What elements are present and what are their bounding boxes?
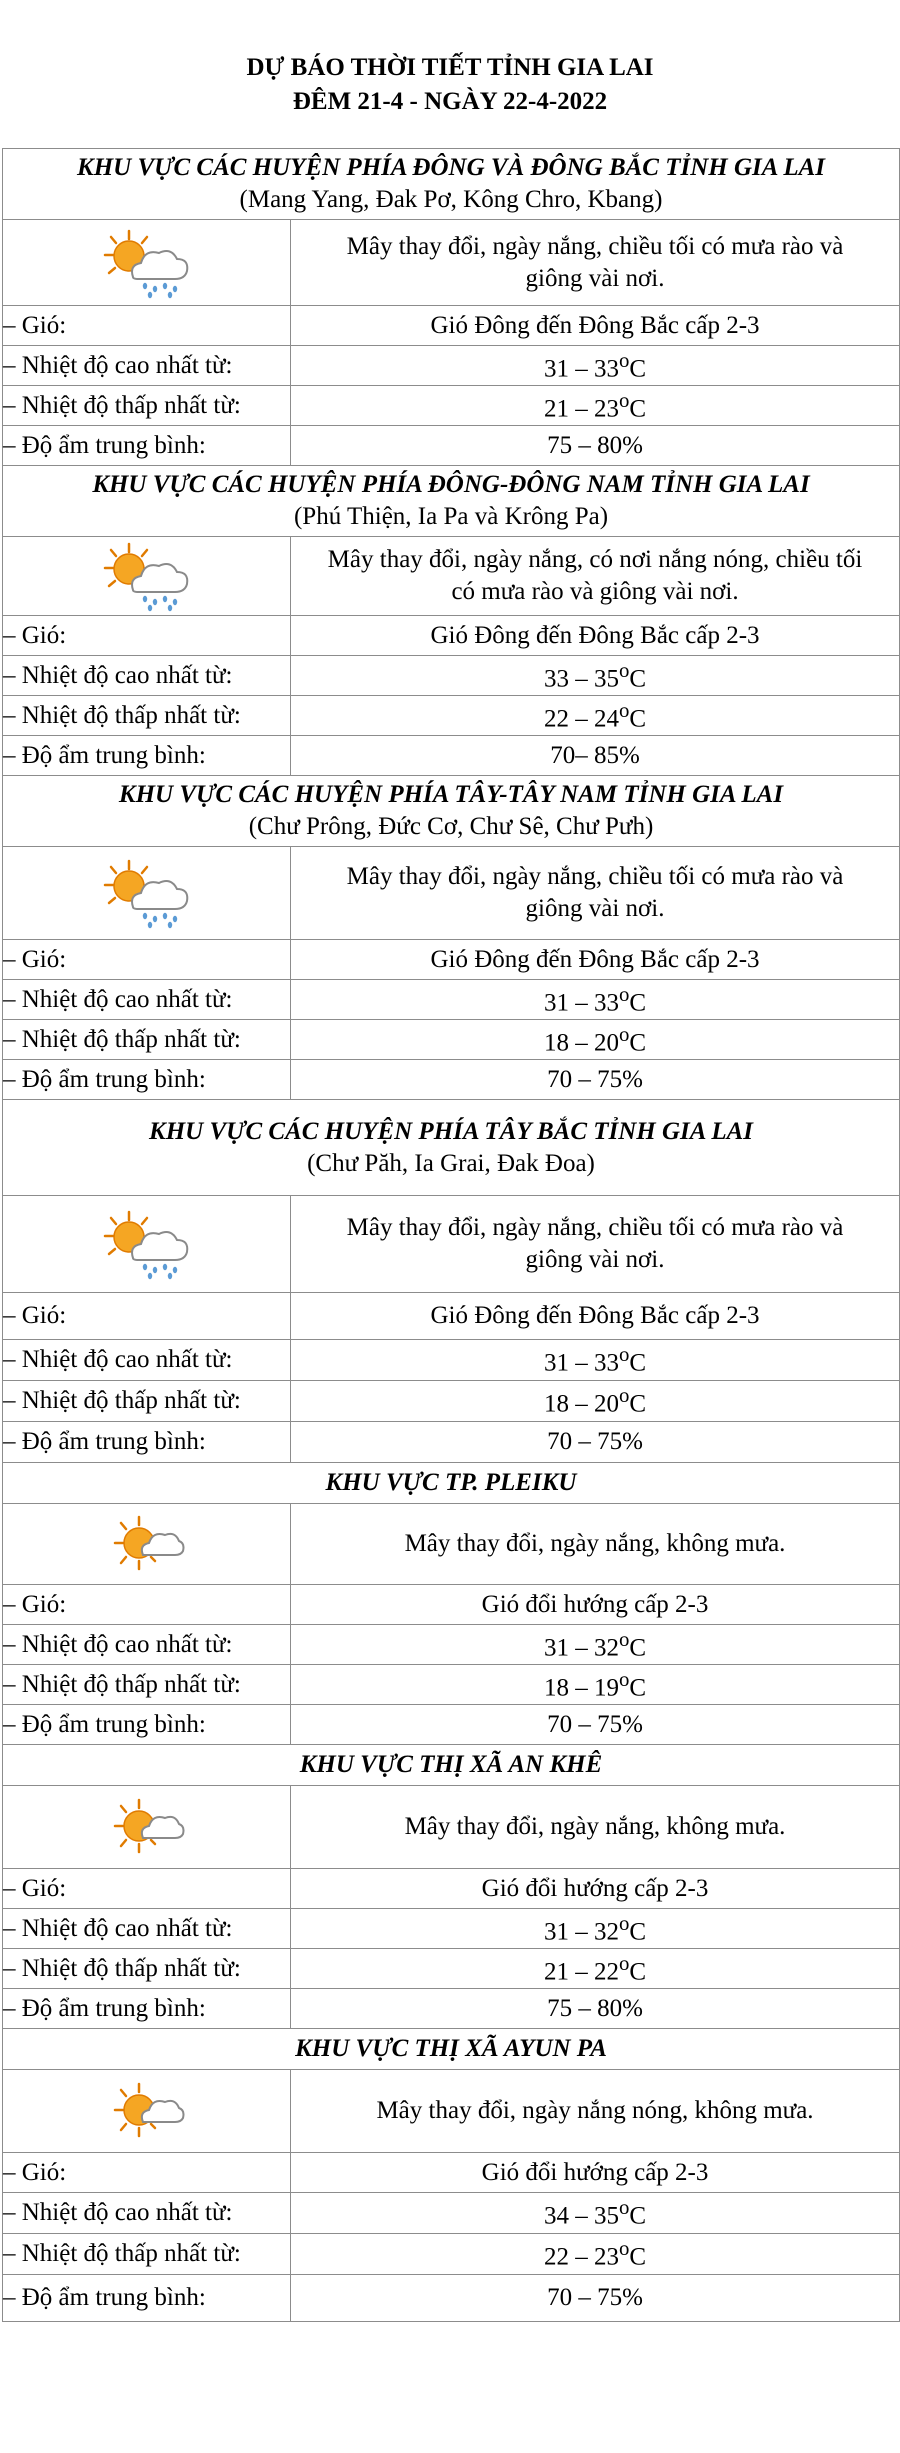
temp-min-value: 18 – 20$^o$C bbox=[291, 1020, 900, 1060]
doc-title: DỰ BÁO THỜI TIẾT TỈNH GIA LAI bbox=[246, 54, 654, 81]
temp-max-label: – Nhiệt độ cao nhất từ: bbox=[3, 980, 291, 1020]
region-weather-row bbox=[3, 220, 900, 306]
temp-min-row bbox=[3, 1020, 900, 1060]
region-weather-row bbox=[3, 2070, 900, 2153]
wind-value: Gió Đông đến Đông Bắc cấp 2-3 bbox=[291, 616, 900, 656]
wind-label: – Gió: bbox=[3, 1585, 291, 1625]
weather-icon-cell bbox=[3, 2070, 291, 2153]
region-header bbox=[3, 466, 900, 537]
wind-row bbox=[3, 1869, 900, 1909]
temp-min-label: – Nhiệt độ thấp nhất từ: bbox=[3, 1949, 291, 1989]
region-header-row bbox=[3, 2029, 900, 2070]
temp-max-label: – Nhiệt độ cao nhất từ: bbox=[3, 346, 291, 386]
wind-row bbox=[3, 1585, 900, 1625]
humidity-row bbox=[3, 2275, 900, 2322]
region-header-row bbox=[3, 776, 900, 847]
region-title: KHU VỰC TP. PLEIKU bbox=[325, 1469, 577, 1496]
region-header bbox=[3, 149, 900, 220]
forecast-table bbox=[2, 148, 900, 2322]
region-weather-row bbox=[3, 1196, 900, 1293]
region-header bbox=[3, 2029, 900, 2070]
region-districts: (Phú Thiện, Ia Pa và Krông Pa) bbox=[293, 503, 609, 530]
temp-min-value: 22 – 23$^o$C bbox=[291, 2234, 900, 2275]
region-header-row bbox=[3, 149, 900, 220]
weather-icon-cell bbox=[3, 1786, 291, 1869]
temp-min-row bbox=[3, 1381, 900, 1422]
weather-description: Mây thay đổi, ngày nắng, có nơi nắng nóng, chiều tối có mưa rào và giông vài nơi. bbox=[291, 537, 900, 616]
sun-cloud-rain-icon bbox=[99, 1208, 195, 1280]
temp-max-row bbox=[3, 980, 900, 1020]
wind-value: Gió đổi hướng cấp 2-3 bbox=[291, 2153, 900, 2193]
temp-min-label: – Nhiệt độ thấp nhất từ: bbox=[3, 1381, 291, 1422]
weather-description: Mây thay đổi, ngày nắng, không mưa. bbox=[291, 1504, 900, 1585]
temp-min-label: – Nhiệt độ thấp nhất từ: bbox=[3, 386, 291, 426]
humidity-value: 75 – 80% bbox=[291, 426, 900, 466]
region-header-row bbox=[3, 1745, 900, 1786]
wind-label: – Gió: bbox=[3, 306, 291, 346]
sun-cloud-icon bbox=[109, 2080, 185, 2142]
humidity-label: – Độ ẩm trung bình: bbox=[3, 1705, 291, 1745]
humidity-label: – Độ ẩm trung bình: bbox=[3, 1989, 291, 2029]
temp-max-label: – Nhiệt độ cao nhất từ: bbox=[3, 656, 291, 696]
humidity-label: – Độ ẩm trung bình: bbox=[3, 2275, 291, 2322]
region-districts: (Chư Prông, Đức Cơ, Chư Sê, Chư Pưh) bbox=[248, 813, 654, 840]
wind-row bbox=[3, 616, 900, 656]
temp-min-value: 18 – 20$^o$C bbox=[291, 1381, 900, 1422]
temp-min-row bbox=[3, 386, 900, 426]
wind-value: Gió Đông đến Đông Bắc cấp 2-3 bbox=[291, 306, 900, 346]
region-header-row bbox=[3, 1100, 900, 1196]
temp-max-row bbox=[3, 1909, 900, 1949]
region-districts: (Mang Yang, Đak Pơ, Kông Chro, Kbang) bbox=[239, 186, 663, 213]
sun-cloud-icon bbox=[109, 1796, 185, 1858]
humidity-row bbox=[3, 1422, 900, 1463]
temp-min-label: – Nhiệt độ thấp nhất từ: bbox=[3, 1665, 291, 1705]
humidity-row bbox=[3, 426, 900, 466]
wind-label: – Gió: bbox=[3, 1869, 291, 1909]
temp-min-row bbox=[3, 1949, 900, 1989]
wind-value: Gió đổi hướng cấp 2-3 bbox=[291, 1585, 900, 1625]
temp-max-label: – Nhiệt độ cao nhất từ: bbox=[3, 2193, 291, 2234]
humidity-row bbox=[3, 1989, 900, 2029]
region-header-row bbox=[3, 466, 900, 537]
humidity-label: – Độ ẩm trung bình: bbox=[3, 1422, 291, 1463]
region-header bbox=[3, 1100, 900, 1196]
wind-row bbox=[3, 306, 900, 346]
temp-max-row bbox=[3, 346, 900, 386]
temp-max-row bbox=[3, 1625, 900, 1665]
weather-description: Mây thay đổi, ngày nắng, chiều tối có mưa rào và giông vài nơi. bbox=[291, 220, 900, 306]
region-weather-row bbox=[3, 1786, 900, 1869]
sun-cloud-rain-icon bbox=[99, 540, 195, 612]
region-weather-row bbox=[3, 847, 900, 940]
humidity-value: 70 – 75% bbox=[291, 1705, 900, 1745]
temp-min-label: – Nhiệt độ thấp nhất từ: bbox=[3, 2234, 291, 2275]
region-title: KHU VỰC CÁC HUYỆN PHÍA ĐÔNG-ĐÔNG NAM TỈNH GIA LAI bbox=[92, 471, 810, 498]
temp-min-label: – Nhiệt độ thấp nhất từ: bbox=[3, 1020, 291, 1060]
region-title: KHU VỰC CÁC HUYỆN PHÍA ĐÔNG VÀ ĐÔNG BẮC TỈNH GIA LAI bbox=[77, 154, 825, 181]
weather-icon-cell bbox=[3, 1504, 291, 1585]
wind-value: Gió Đông đến Đông Bắc cấp 2-3 bbox=[291, 940, 900, 980]
humidity-value: 70 – 75% bbox=[291, 2275, 900, 2322]
region-header bbox=[3, 1463, 900, 1504]
region-title: KHU VỰC CÁC HUYỆN PHÍA TÂY-TÂY NAM TỈNH GIA LAI bbox=[118, 781, 784, 808]
region-weather-row bbox=[3, 1504, 900, 1585]
humidity-label: – Độ ẩm trung bình: bbox=[3, 426, 291, 466]
wind-value: Gió Đông đến Đông Bắc cấp 2-3 bbox=[291, 1293, 900, 1340]
wind-label: – Gió: bbox=[3, 2153, 291, 2193]
wind-label: – Gió: bbox=[3, 940, 291, 980]
temp-max-label: – Nhiệt độ cao nhất từ: bbox=[3, 1909, 291, 1949]
humidity-row bbox=[3, 1705, 900, 1745]
wind-row bbox=[3, 940, 900, 980]
wind-row bbox=[3, 1293, 900, 1340]
temp-min-label: – Nhiệt độ thấp nhất từ: bbox=[3, 696, 291, 736]
region-header bbox=[3, 776, 900, 847]
weather-icon-cell bbox=[3, 847, 291, 940]
humidity-label: – Độ ẩm trung bình: bbox=[3, 736, 291, 776]
humidity-value: 75 – 80% bbox=[291, 1989, 900, 2029]
temp-min-value: 21 – 23$^o$C bbox=[291, 386, 900, 426]
weather-description: Mây thay đổi, ngày nắng, chiều tối có mưa rào và giông vài nơi. bbox=[291, 847, 900, 940]
region-header-row bbox=[3, 1463, 900, 1504]
temp-max-row bbox=[3, 1340, 900, 1381]
temp-min-value: 22 – 24$^o$C bbox=[291, 696, 900, 736]
region-districts: (Chư Păh, Ia Grai, Đak Đoa) bbox=[307, 1149, 595, 1177]
humidity-row bbox=[3, 1060, 900, 1100]
temp-min-row bbox=[3, 1665, 900, 1705]
temp-max-value: 31 – 32$^o$C bbox=[291, 1909, 900, 1949]
region-weather-row bbox=[3, 537, 900, 616]
sun-cloud-icon bbox=[109, 1513, 185, 1575]
region-title: KHU VỰC THỊ XÃ AYUN PA bbox=[295, 2035, 607, 2062]
temp-min-row bbox=[3, 2234, 900, 2275]
temp-min-value: 21 – 22$^o$C bbox=[291, 1949, 900, 1989]
temp-max-value: 34 – 35$^o$C bbox=[291, 2193, 900, 2234]
humidity-row bbox=[3, 736, 900, 776]
temp-min-row bbox=[3, 696, 900, 736]
region-header bbox=[3, 1745, 900, 1786]
region-title: KHU VỰC THỊ XÃ AN KHÊ bbox=[299, 1751, 603, 1778]
doc-date: ĐÊM 21-4 - NGÀY 22-4-2022 bbox=[292, 88, 608, 115]
humidity-label: – Độ ẩm trung bình: bbox=[3, 1060, 291, 1100]
wind-label: – Gió: bbox=[3, 616, 291, 656]
region-title: KHU VỰC CÁC HUYỆN PHÍA TÂY BẮC TỈNH GIA LAI bbox=[149, 1117, 753, 1145]
weather-description: Mây thay đổi, ngày nắng, không mưa. bbox=[291, 1786, 900, 1869]
sun-cloud-rain-icon bbox=[99, 857, 195, 929]
humidity-value: 70 – 75% bbox=[291, 1422, 900, 1463]
weather-icon-cell bbox=[3, 537, 291, 616]
wind-row bbox=[3, 2153, 900, 2193]
weather-icon-cell bbox=[3, 220, 291, 306]
temp-max-row bbox=[3, 656, 900, 696]
temp-max-value: 31 – 32$^o$C bbox=[291, 1625, 900, 1665]
wind-value: Gió đổi hướng cấp 2-3 bbox=[291, 1869, 900, 1909]
temp-max-value: 31 – 33$^o$C bbox=[291, 346, 900, 386]
weather-description: Mây thay đổi, ngày nắng nóng, không mưa. bbox=[291, 2070, 900, 2153]
sun-cloud-rain-icon bbox=[99, 227, 195, 299]
weather-icon-cell bbox=[3, 1196, 291, 1293]
temp-max-label: – Nhiệt độ cao nhất từ: bbox=[3, 1625, 291, 1665]
humidity-value: 70 – 75% bbox=[291, 1060, 900, 1100]
temp-max-value: 31 – 33$^o$C bbox=[291, 980, 900, 1020]
humidity-value: 70– 85% bbox=[291, 736, 900, 776]
temp-max-value: 33 – 35$^o$C bbox=[291, 656, 900, 696]
weather-description: Mây thay đổi, ngày nắng, chiều tối có mưa rào và giông vài nơi. bbox=[291, 1196, 900, 1293]
temp-max-label: – Nhiệt độ cao nhất từ: bbox=[3, 1340, 291, 1381]
temp-max-value: 31 – 33$^o$C bbox=[291, 1340, 900, 1381]
temp-min-value: 18 – 19$^o$C bbox=[291, 1665, 900, 1705]
wind-label: – Gió: bbox=[3, 1293, 291, 1340]
temp-max-row bbox=[3, 2193, 900, 2234]
